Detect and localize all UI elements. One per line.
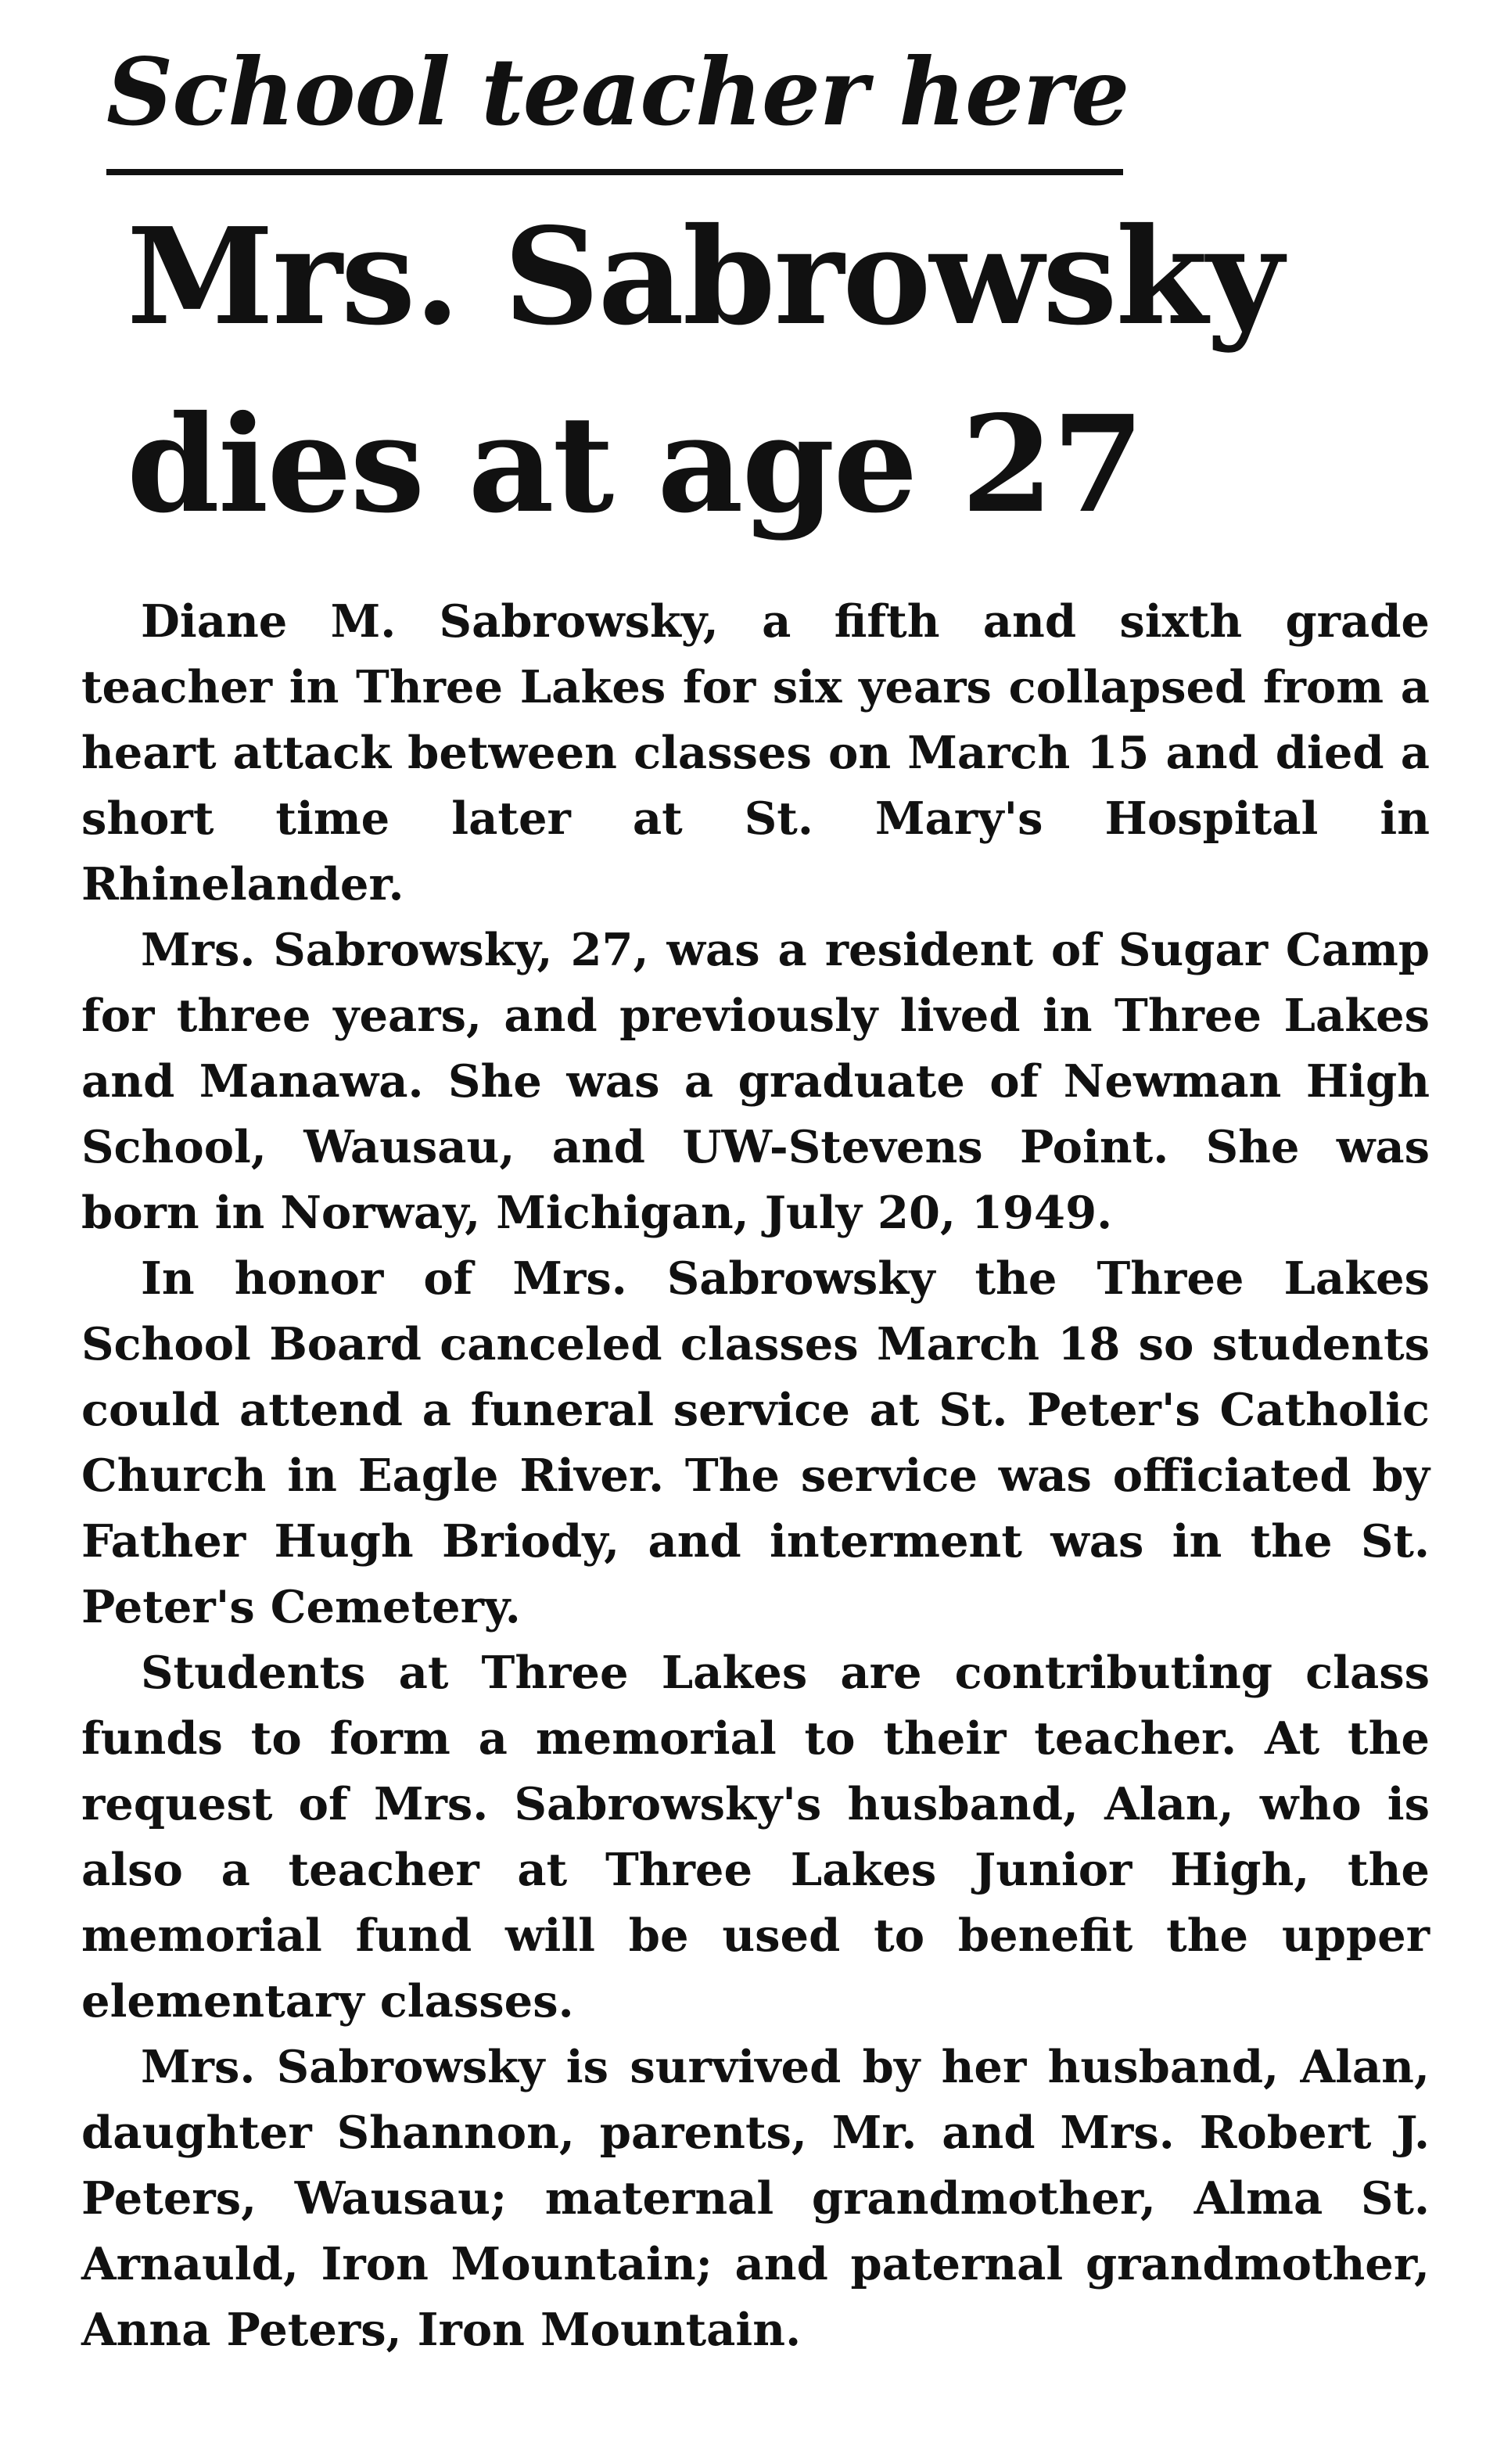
paragraph-4: Students at Three Lakes are contributing class funds to form a memorial to their teacher. At the request of Mrs. Sabrowsky's husband, Alan, who is also a teacher at Three Lakes Junior High, the memorial fund will be used to benefit the upper elementary classes.	[81, 1646, 1430, 2028]
paragraph-5: Mrs. Sabrowsky is survived by her husband, Alan, daughter Shannon, parents, Mr. and Mrs. Robert J. Peters, Wausau; maternal grandmother, Alma St. Arnauld, Iron Mountain; and paternal grandmother, Anna Peters, Iron Mountain.	[81, 2040, 1430, 2356]
main-headline	[127, 183, 1434, 559]
headline-line-2: dies at age 27	[127, 386, 1143, 543]
paragraph-3: In honor of Mrs. Sabrowsky the Three Lakes School Board canceled classes March 18 so students could attend a funeral service at St. Peter's Catholic Church in Eagle River. The service was officiated by Father Hugh Briody, and interment was in the St. Peter's Cemetery.	[81, 1252, 1430, 1633]
article-body	[81, 588, 1434, 2362]
kicker-rule-divider	[106, 169, 1123, 175]
headline-line-1: Mrs. Sabrowsky	[127, 199, 1283, 355]
kicker-headline: School teacher here	[106, 38, 1129, 146]
paragraph-1: Diane M. Sabrowsky, a fifth and sixth grade teacher in Three Lakes for six years collapsed from a heart attack between classes on March 15 and died a short time later at St. Mary's Hospital in Rhinelander.	[81, 594, 1430, 911]
paragraph-2: Mrs. Sabrowsky, 27, was a resident of Sugar Camp for three years, and previously lived in Three Lakes and Manawa. She was a graduate of Newman High School, Wausau, and UW-Stevens Point. She was born in Norway, Michigan, July 20, 1949.	[81, 923, 1430, 1239]
newspaper-clipping	[81, 38, 1434, 2362]
